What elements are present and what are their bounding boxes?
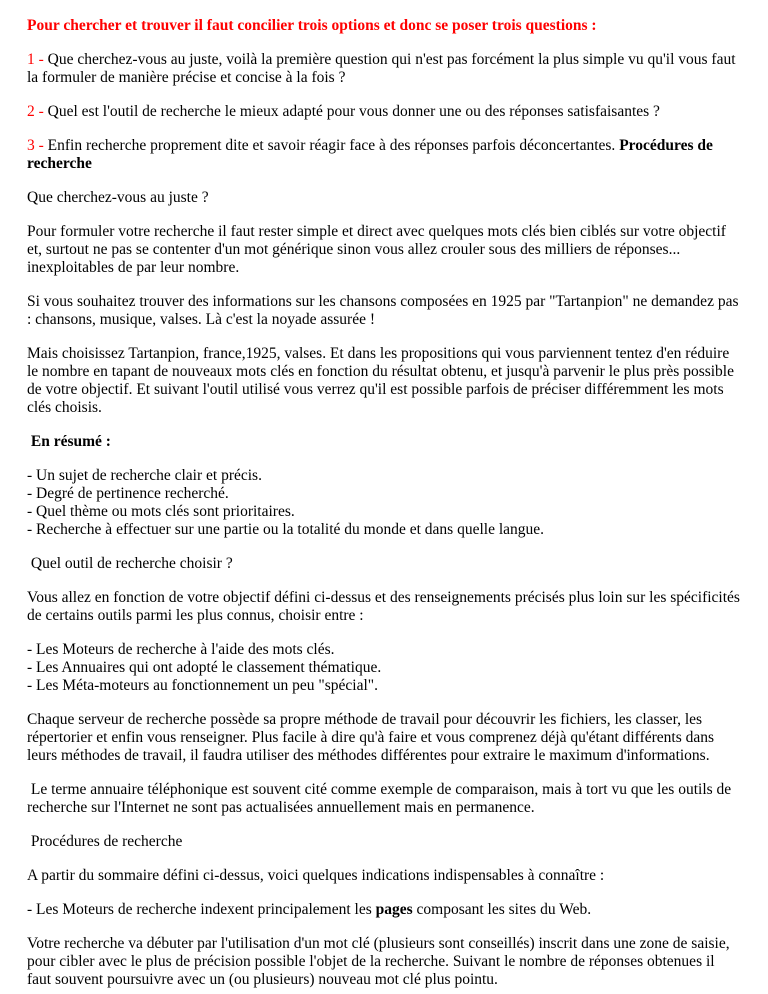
question-text: Quel est l'outil de recherche le mieux adapté pour vous donner une ou des réponses satisfaisantes ?: [43, 103, 660, 120]
list-item: - Quel thème ou mots clés sont prioritaires.: [27, 503, 295, 520]
section-heading-tool: Quel outil de recherche choisir ?: [27, 555, 233, 572]
question-number: 2 -: [27, 103, 44, 120]
paragraph: Vous allez en fonction de votre objectif défini ci-dessus et des renseignements précisés plus loin sur les spécificités de certains outils parmi les plus connus, choisir entre :: [27, 589, 740, 624]
question-1: [27, 51, 741, 87]
text: composant les sites du Web.: [412, 901, 592, 918]
document-title: Pour chercher et trouver il faut concilier trois options et donc se poser trois questions :: [27, 17, 597, 34]
list-item: - Degré de pertinence recherché.: [27, 485, 229, 502]
paragraph: [27, 901, 741, 919]
question-number: 3 -: [27, 137, 44, 154]
list-item: - Les Moteurs de recherche à l'aide des mots clés.: [27, 641, 335, 658]
question-bold-text: Procédures de recherche: [27, 137, 713, 172]
list-item: - Les Méta-moteurs au fonctionnement un peu "spécial".: [27, 677, 378, 694]
paragraph: Le terme annuaire téléphonique est souvent cité comme exemple de comparaison, mais à tort vu que les outils de recherche sur l'Internet ne sont pas actualisées annuellement mais en permanence.: [27, 781, 736, 816]
paragraph: A partir du sommaire défini ci-dessus, voici quelques indications indispensables à connaître :: [27, 867, 605, 884]
paragraph: Pour formuler votre recherche il faut rester simple et direct avec quelques mots clés bien ciblés sur votre objectif et, surtout ne pas se contenter d'un mot générique sinon vous allez crouler sous des milliers de réponses... inexploitables de par leur nombre.: [27, 223, 726, 276]
list-item: - Un sujet de recherche clair et précis.: [27, 467, 262, 484]
tools-list: [27, 641, 741, 695]
summary-heading: En résumé :: [27, 433, 111, 450]
question-text: Enfin recherche proprement dite et savoir réagir face à des réponses parfois déconcertantes.: [43, 137, 620, 154]
list-item: - Recherche à effectuer sur une partie ou la totalité du monde et dans quelle langue.: [27, 521, 545, 538]
paragraph: Votre recherche va débuter par l'utilisation d'un mot clé (plusieurs sont conseillés) inscrit dans une zone de saisie, pour cibler avec le plus de précision possible l'objet de la recherche. Suivant le nombre de réponses obtenues il faut souvent poursuivre avec un (ou plusieurs) nouveau mot clé plus pointu.: [27, 935, 730, 988]
paragraph: Mais choisissez Tartanpion, france,1925, valses. Et dans les propositions qui vous parviennent tentez d'en réduire le nombre en tapant de nouveaux mots clés en fonction du résultat obtenu, et jusqu'à parvenir le plus près possible de votre objectif. Et suivant l'outil utilisé vous verrez qu'il est possible parfois de préciser différemment les mots clés choisis.: [27, 345, 734, 416]
summary-list: [27, 467, 741, 539]
paragraph: Si vous souhaitez trouver des informations sur les chansons composées en 1925 par "Tartanpion" ne demandez pas : chansons, musique, valses. Là c'est la noyade assurée !: [27, 293, 739, 328]
bold-text: pages: [375, 901, 413, 918]
paragraph: Chaque serveur de recherche possède sa propre méthode de travail pour découvrir les fichiers, les classer, les répertorier et enfin vous renseigner. Plus facile à dire qu'à faire et vous comprenez déjà qu'étant différents dans leurs méthodes de travail, il faudra utiliser des méthodes différentes pour extraire le maximum d'informations.: [27, 711, 715, 764]
question-text: Que cherchez-vous au juste, voilà la première question qui n'est pas forcément la plus simple vu qu'il vous faut la formuler de manière précise et concise à la fois ?: [27, 51, 736, 86]
question-2: [27, 103, 741, 121]
section-heading-procedures: Procédures de recherche: [27, 833, 183, 850]
question-3: [27, 137, 741, 173]
question-number: 1 -: [27, 51, 44, 68]
text: - Les Moteurs de recherche indexent principalement les: [27, 901, 376, 918]
section-heading-what: Que cherchez-vous au juste ?: [27, 189, 209, 206]
list-item: - Les Annuaires qui ont adopté le classement thématique.: [27, 659, 382, 676]
